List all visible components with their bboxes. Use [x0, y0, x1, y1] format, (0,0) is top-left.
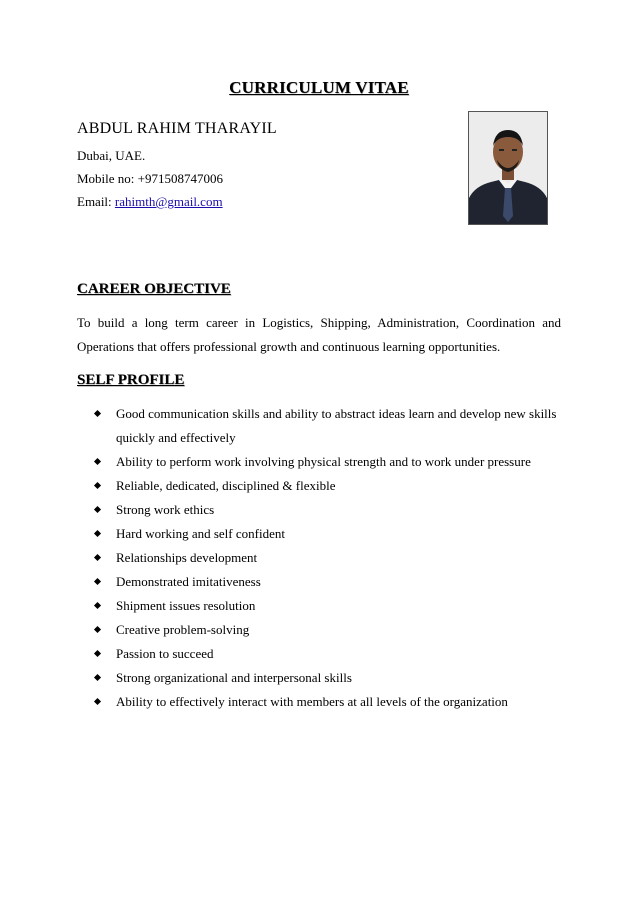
- list-item-text: Ability to effectively interact with members at all levels of the organization: [116, 694, 508, 709]
- location-text: Dubai, UAE.: [77, 148, 146, 163]
- list-item-text: Reliable, dedicated, disciplined & flexible: [116, 478, 336, 493]
- list-item: [92, 546, 562, 570]
- list-item: [92, 474, 562, 498]
- diamond-bullet-icon: [94, 506, 101, 513]
- diamond-bullet-icon: [94, 458, 101, 465]
- list-item-text: Passion to succeed: [116, 646, 214, 661]
- list-item: [92, 402, 562, 450]
- list-item-text: Hard working and self confident: [116, 526, 285, 541]
- candidate-name: ABDUL RAHIM THARAYIL: [77, 120, 277, 137]
- diamond-bullet-icon: [94, 482, 101, 489]
- diamond-bullet-icon: [94, 554, 101, 561]
- list-item: [92, 570, 562, 594]
- document-title: CURRICULUM VITAE: [229, 78, 409, 97]
- list-item: [92, 594, 562, 618]
- mobile-text: Mobile no: +971508747006: [77, 171, 223, 186]
- list-item-text: Demonstrated imitativeness: [116, 574, 261, 589]
- self-profile-list: [92, 402, 562, 714]
- diamond-bullet-icon: [94, 410, 101, 417]
- list-item: [92, 666, 562, 690]
- list-item-text: Strong organizational and interpersonal skills: [116, 670, 352, 685]
- list-item: [92, 498, 562, 522]
- diamond-bullet-icon: [94, 626, 101, 633]
- diamond-bullet-icon: [94, 698, 101, 705]
- list-item: [92, 522, 562, 546]
- list-item: [92, 642, 562, 666]
- career-objective-text: To build a long term career in Logistics, Shipping, Administration, Coordination and Operations that offers professional growth and continuous learning opportunities.: [77, 315, 561, 354]
- list-item: [92, 618, 562, 642]
- diamond-bullet-icon: [94, 530, 101, 537]
- list-item-text: Relationships development: [116, 550, 258, 565]
- list-item-text: Good communication skills and ability to abstract ideas learn and develop new skills quickly and effectively: [116, 406, 557, 445]
- list-item-text: Strong work ethics: [116, 502, 215, 517]
- diamond-bullet-icon: [94, 602, 101, 609]
- email-label: Email:: [77, 194, 115, 209]
- list-item: [92, 690, 562, 714]
- profile-photo-icon: [469, 112, 547, 224]
- list-item-text: Shipment issues resolution: [116, 598, 256, 613]
- diamond-bullet-icon: [94, 650, 101, 657]
- list-item-text: Creative problem-solving: [116, 622, 250, 637]
- email-line: [77, 194, 223, 210]
- list-item: [92, 450, 562, 474]
- list-item-text: Ability to perform work involving physical strength and to work under pressure: [116, 454, 531, 469]
- career-objective-heading: CAREER OBJECTIVE: [77, 281, 231, 297]
- email-link[interactable]: rahimth@gmail.com: [114, 194, 223, 209]
- self-profile-heading: SELF PROFILE: [77, 372, 185, 388]
- profile-photo: [468, 111, 548, 225]
- diamond-bullet-icon: [94, 674, 101, 681]
- diamond-bullet-icon: [94, 578, 101, 585]
